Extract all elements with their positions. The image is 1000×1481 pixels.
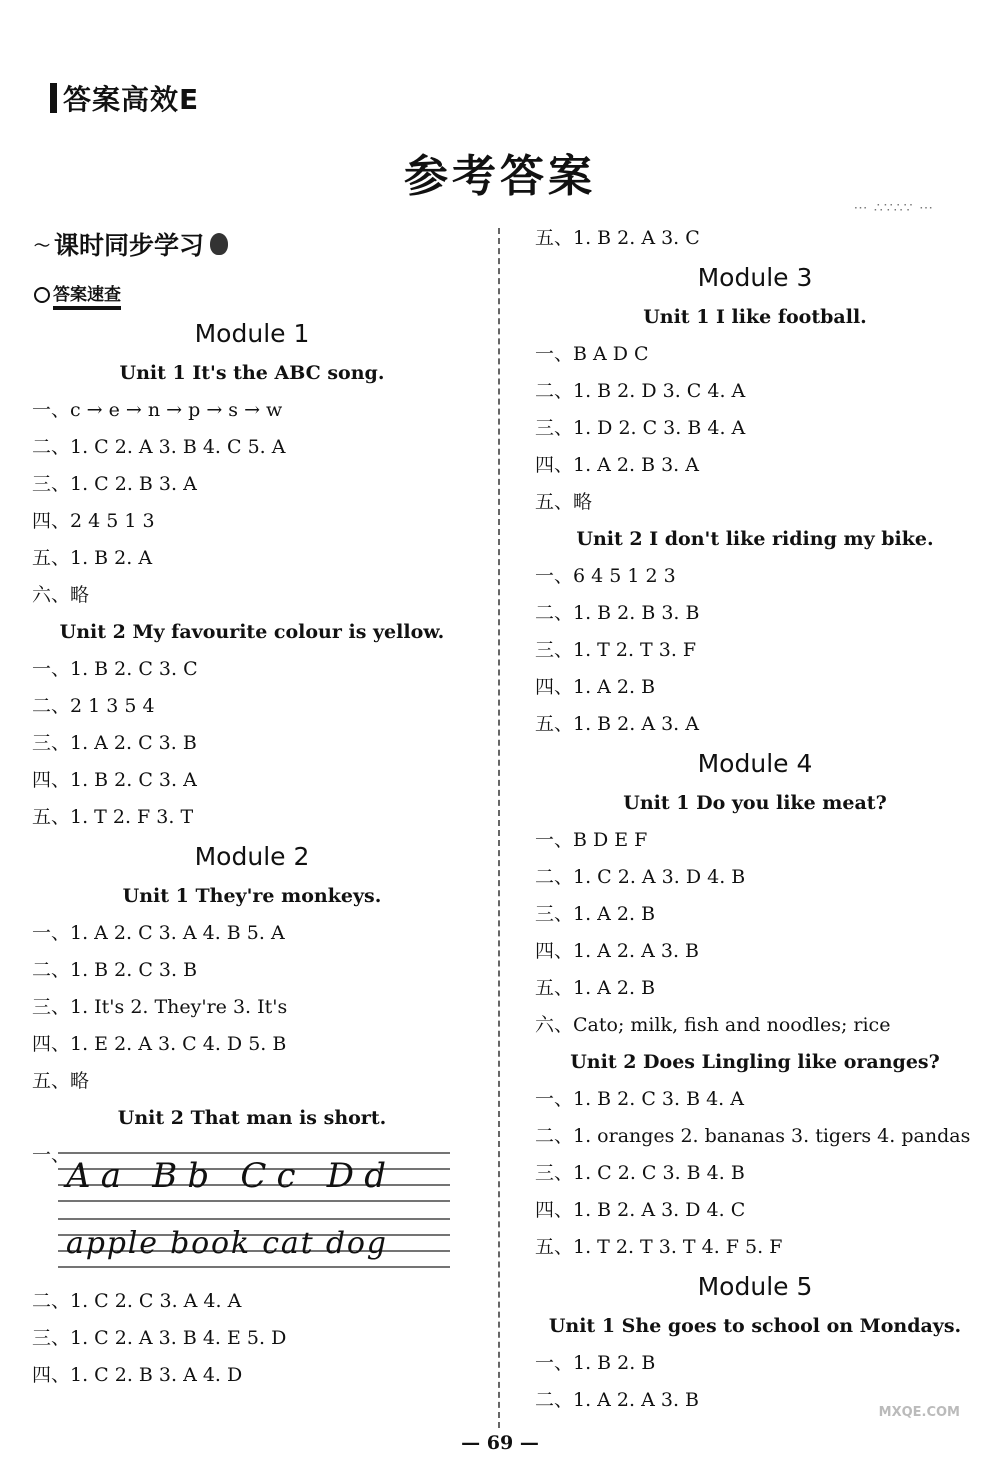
answer-line: 六、Cato; milk, fish and noodles; rice bbox=[535, 1014, 891, 1036]
answer-line: 五、1. B 2. A 3. C bbox=[535, 227, 700, 249]
unit-heading: Unit 2 My favourite colour is yellow. bbox=[59, 621, 445, 643]
answer-line: 三、1. C 2. A 3. B 4. E 5. D bbox=[32, 1327, 287, 1349]
answer-line: 二、1. C 2. A 3. D 4. B bbox=[535, 866, 746, 888]
header-tag-label: 答案高效E bbox=[63, 83, 200, 116]
answer-line: 二、1. C 2. A 3. B 4. C 5. A bbox=[32, 436, 286, 458]
answer-line: 四、1. A 2. B 3. A bbox=[535, 454, 699, 476]
page-title: 参考答案 bbox=[404, 151, 596, 202]
handwriting-exercise bbox=[32, 1137, 472, 1283]
answer-line: 三、1. A 2. B bbox=[535, 903, 656, 925]
answer-line: 五、1. A 2. B bbox=[535, 977, 656, 999]
answer-line: 二、1. oranges 2. bananas 3. tigers 4. pandas bbox=[535, 1125, 971, 1147]
unit-heading: Unit 1 Do you like meat? bbox=[623, 792, 887, 814]
leaf-icon bbox=[210, 233, 228, 255]
answer-line: 五、1. T 2. F 3. T bbox=[32, 806, 194, 828]
subsection-heading bbox=[34, 280, 121, 310]
answer-line: 三、1. C 2. C 3. B 4. B bbox=[535, 1162, 745, 1184]
answer-line: 六、略 bbox=[32, 584, 90, 606]
answer-line: 四、2 4 5 1 3 bbox=[32, 510, 155, 532]
module-heading: Module 2 bbox=[194, 842, 310, 871]
answer-line: 五、1. T 2. T 3. T 4. F 5. F bbox=[535, 1236, 783, 1258]
answer-line: 五、略 bbox=[535, 491, 593, 513]
handwriting-lines bbox=[58, 1145, 453, 1275]
module-heading: Module 3 bbox=[697, 263, 813, 292]
wave-icon: ～ bbox=[34, 235, 51, 255]
header-tag bbox=[50, 78, 199, 118]
answer-line: 二、1. C 2. C 3. A 4. A bbox=[32, 1290, 242, 1312]
decorative-scribble: ⋯ ∴∵∴∵ ⋯ bbox=[853, 200, 934, 216]
answer-line: 五、略 bbox=[32, 1070, 90, 1092]
handwriting-row-words: apple book cat dog bbox=[66, 1226, 386, 1261]
left-column bbox=[32, 313, 472, 1394]
answer-line: 一、B D E F bbox=[535, 829, 648, 851]
answer-line: 五、1. B 2. A bbox=[32, 547, 153, 569]
unit-heading: Unit 1 I like football. bbox=[643, 306, 867, 328]
handwriting-row-letters: Aa Bb Cc Dd bbox=[66, 1156, 386, 1196]
column-divider bbox=[498, 228, 500, 1428]
answer-line: 二、1. B 2. C 3. B bbox=[32, 959, 198, 981]
unit-heading: Unit 1 It's the ABC song. bbox=[119, 362, 385, 384]
answer-line: 三、1. It's 2. They're 3. It's bbox=[32, 996, 288, 1018]
answer-line: 一、1. B 2. B bbox=[535, 1352, 656, 1374]
answer-line: 四、1. A 2. A 3. B bbox=[535, 940, 699, 962]
subsection-heading-label: 答案速查 bbox=[53, 280, 121, 310]
unit-heading: Unit 2 That man is short. bbox=[117, 1107, 387, 1129]
answer-line: 一、1. B 2. C 3. C bbox=[32, 658, 198, 680]
answer-line: 四、1. B 2. A 3. D 4. C bbox=[535, 1199, 746, 1221]
module-heading: Module 1 bbox=[194, 319, 310, 348]
right-column bbox=[535, 220, 975, 1419]
answer-line: 三、1. D 2. C 3. B 4. A bbox=[535, 417, 746, 439]
page-number: — 69 — bbox=[461, 1432, 539, 1454]
answer-line: 三、1. A 2. C 3. B bbox=[32, 732, 197, 754]
header-bar-icon bbox=[50, 83, 57, 113]
answer-line: 一、6 4 5 1 2 3 bbox=[535, 565, 676, 587]
answer-line: 四、1. A 2. B bbox=[535, 676, 656, 698]
answer-line: 二、2 1 3 5 4 bbox=[32, 695, 155, 717]
section-heading bbox=[34, 226, 228, 262]
unit-heading: Unit 2 I don't like riding my bike. bbox=[576, 528, 934, 550]
answer-line: 二、1. B 2. B 3. B bbox=[535, 602, 700, 624]
module-heading: Module 5 bbox=[697, 1272, 813, 1301]
ring-icon bbox=[34, 287, 50, 303]
watermark: MXQE.COM bbox=[878, 1405, 960, 1420]
answer-line: 二、1. A 2. A 3. B bbox=[535, 1389, 699, 1411]
answer-line: 四、1. C 2. B 3. A 4. D bbox=[32, 1364, 243, 1386]
answer-line: 五、1. B 2. A 3. A bbox=[535, 713, 699, 735]
unit-heading: Unit 1 She goes to school on Mondays. bbox=[548, 1315, 962, 1337]
answer-line: 二、1. B 2. D 3. C 4. A bbox=[535, 380, 746, 402]
answer-line: 三、1. C 2. B 3. A bbox=[32, 473, 197, 495]
module-heading: Module 4 bbox=[697, 749, 813, 778]
answer-line: 四、1. E 2. A 3. C 4. D 5. B bbox=[32, 1033, 287, 1055]
answer-line: 一、1. A 2. C 3. A 4. B 5. A bbox=[32, 922, 285, 944]
answer-line: 三、1. T 2. T 3. F bbox=[535, 639, 697, 661]
unit-heading: Unit 2 Does Lingling like oranges? bbox=[570, 1051, 940, 1073]
answer-line: 四、1. B 2. C 3. A bbox=[32, 769, 197, 791]
answer-line: 一、1. B 2. C 3. B 4. A bbox=[535, 1088, 744, 1110]
handwriting-prefix: 一、 bbox=[32, 1144, 71, 1166]
answer-line: 一、c → e → n → p → s → w bbox=[32, 399, 283, 421]
section-heading-label: 课时同步学习 bbox=[54, 231, 205, 260]
answer-line: 一、B A D C bbox=[535, 343, 649, 365]
unit-heading: Unit 1 They're monkeys. bbox=[122, 885, 382, 907]
